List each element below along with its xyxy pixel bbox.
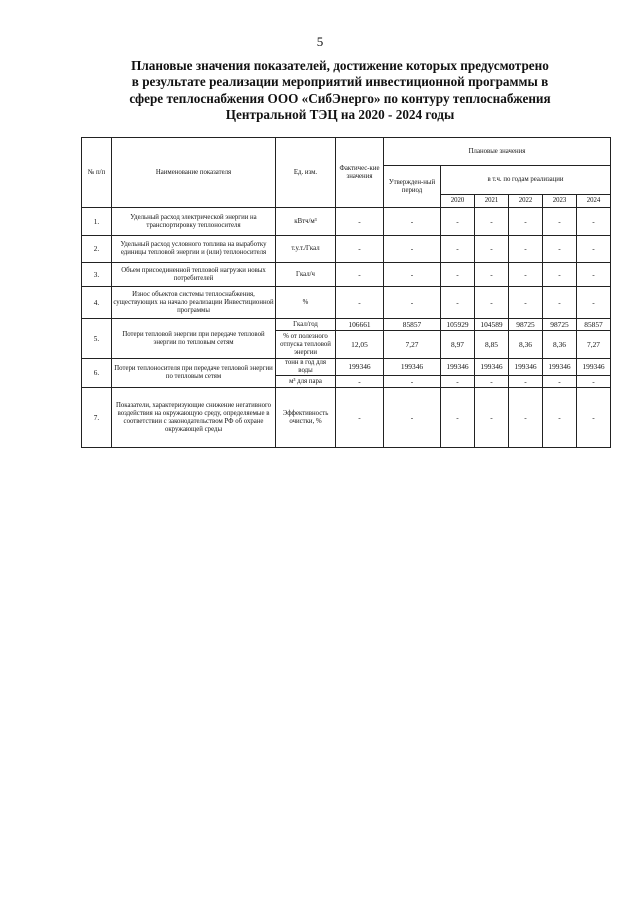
row-year: - <box>441 376 475 388</box>
row-actual: 12,05 <box>336 331 384 359</box>
row-year: 8,36 <box>509 331 543 359</box>
row-year: 199346 <box>441 359 475 376</box>
row-approved: - <box>384 208 441 236</box>
row-actual: - <box>336 263 384 287</box>
row-year: 199346 <box>475 359 509 376</box>
row-actual: - <box>336 236 384 263</box>
row-year: - <box>543 388 577 448</box>
indicators-table <box>81 137 611 448</box>
row-year: - <box>543 236 577 263</box>
row-year: - <box>475 208 509 236</box>
row-actual: - <box>336 208 384 236</box>
row-year: - <box>475 376 509 388</box>
header-year: 2021 <box>475 195 509 208</box>
header-year: 2023 <box>543 195 577 208</box>
header-year: 2024 <box>577 195 611 208</box>
row-num: 5. <box>82 319 112 359</box>
title-line: в результате реализации мероприятий инвестиционной программы в <box>131 74 549 90</box>
row-year: - <box>441 287 475 319</box>
row-name: Объем присоединенной тепловой нагрузки новых потребителей <box>112 263 276 287</box>
row-year: - <box>577 376 611 388</box>
row-approved: - <box>384 287 441 319</box>
row-year: - <box>543 263 577 287</box>
table-row <box>82 388 611 448</box>
row-actual: - <box>336 376 384 388</box>
page-number: 5 <box>316 34 324 49</box>
header-year: 2022 <box>509 195 543 208</box>
row-unit: кВтч/м³ <box>276 208 336 236</box>
row-year: - <box>441 263 475 287</box>
row-year: 8,36 <box>543 331 577 359</box>
row-year: 8,85 <box>475 331 509 359</box>
row-num: 6. <box>82 359 112 388</box>
row-year: - <box>509 388 543 448</box>
row-year: 199346 <box>509 359 543 376</box>
row-year: - <box>441 236 475 263</box>
row-unit: Эффективность очистки, % <box>276 388 336 448</box>
row-name: Износ объектов системы теплоснабжения, существующих на начало реализации Инвестиционной программы <box>112 287 276 319</box>
row-year: 199346 <box>577 359 611 376</box>
row-actual: - <box>336 287 384 319</box>
table-row <box>82 287 611 319</box>
row-unit: % <box>276 287 336 319</box>
row-year: 85857 <box>577 319 611 331</box>
row-unit: м³ для пара <box>276 376 336 388</box>
header-year: 2020 <box>441 195 475 208</box>
row-year: - <box>577 208 611 236</box>
row-year: - <box>475 263 509 287</box>
row-year: - <box>509 263 543 287</box>
row-year: 199346 <box>543 359 577 376</box>
title-line: сфере теплоснабжения ООО «СибЭнерго» по контуру теплоснабжения <box>129 90 551 106</box>
row-name: Удельный расход электрической энергии на транспортировку теплоносителя <box>112 208 276 236</box>
row-approved: - <box>384 236 441 263</box>
row-year: - <box>509 208 543 236</box>
header-num: № п/п <box>82 138 112 208</box>
row-unit: % от полезного отпуска тепловой энергии <box>276 331 336 359</box>
row-year: 104589 <box>475 319 509 331</box>
row-year: - <box>577 287 611 319</box>
row-year: - <box>543 208 577 236</box>
row-year: - <box>441 388 475 448</box>
row-actual: 106661 <box>336 319 384 331</box>
row-name: Потери тепловой энергии при передаче тепловой энергии по тепловым сетям <box>112 319 276 359</box>
row-year: - <box>577 263 611 287</box>
row-approved: - <box>384 388 441 448</box>
row-num: 2. <box>82 236 112 263</box>
table-row <box>82 208 611 236</box>
row-num: 4. <box>82 287 112 319</box>
row-year: - <box>475 287 509 319</box>
row-year: - <box>509 376 543 388</box>
table-row <box>82 263 611 287</box>
title-line: Плановые значения показателей, достижение которых предусмотрено <box>131 58 549 73</box>
row-year: - <box>577 236 611 263</box>
row-approved: - <box>384 376 441 388</box>
header-name: Наименование показателя <box>112 138 276 208</box>
row-year: 105929 <box>441 319 475 331</box>
table-row <box>82 319 611 331</box>
row-year: - <box>509 236 543 263</box>
row-year: - <box>509 287 543 319</box>
row-year: 8,97 <box>441 331 475 359</box>
row-unit: Гкал/ч <box>276 263 336 287</box>
header-by-years: в т.ч. по годам реализации <box>441 166 611 195</box>
header-unit: Ед. изм. <box>276 138 336 208</box>
row-actual: 199346 <box>336 359 384 376</box>
table-row <box>82 359 611 376</box>
header-actual: Фактичес-кие значения <box>336 138 384 208</box>
row-year: 98725 <box>543 319 577 331</box>
row-num: 1. <box>82 208 112 236</box>
row-unit: Гкал/год <box>276 319 336 331</box>
document-title <box>80 58 600 124</box>
row-unit: тонн в год для воды <box>276 359 336 376</box>
row-approved: - <box>384 263 441 287</box>
row-unit: т.у.т./Гкал <box>276 236 336 263</box>
row-name: Потери теплоносителя при передаче тепловой энергии по тепловым сетям <box>112 359 276 388</box>
row-year: - <box>543 287 577 319</box>
header-approved: Утвержден-ный период <box>384 166 441 208</box>
row-year: - <box>475 236 509 263</box>
row-actual: - <box>336 388 384 448</box>
row-num: 7. <box>82 388 112 448</box>
row-year: 98725 <box>509 319 543 331</box>
row-year: - <box>577 388 611 448</box>
row-year: - <box>475 388 509 448</box>
row-year: - <box>543 376 577 388</box>
row-approved: 7,27 <box>384 331 441 359</box>
table-row <box>82 236 611 263</box>
row-name: Удельный расход условного топлива на выработку единицы тепловой энергии и (или) теплоносителя <box>112 236 276 263</box>
row-year: - <box>441 208 475 236</box>
row-year: 7,27 <box>577 331 611 359</box>
header-planned: Плановые значения <box>384 138 611 166</box>
row-name: Показатели, характеризующие снижение негативного воздействия на окружающую среду, определяемые в соответствии с законодательством РФ об охране окружающей среды <box>112 388 276 448</box>
row-approved: 85857 <box>384 319 441 331</box>
row-approved: 199346 <box>384 359 441 376</box>
row-num: 3. <box>82 263 112 287</box>
title-line: Центральной ТЭЦ на 2020 - 2024 годы <box>225 107 455 123</box>
